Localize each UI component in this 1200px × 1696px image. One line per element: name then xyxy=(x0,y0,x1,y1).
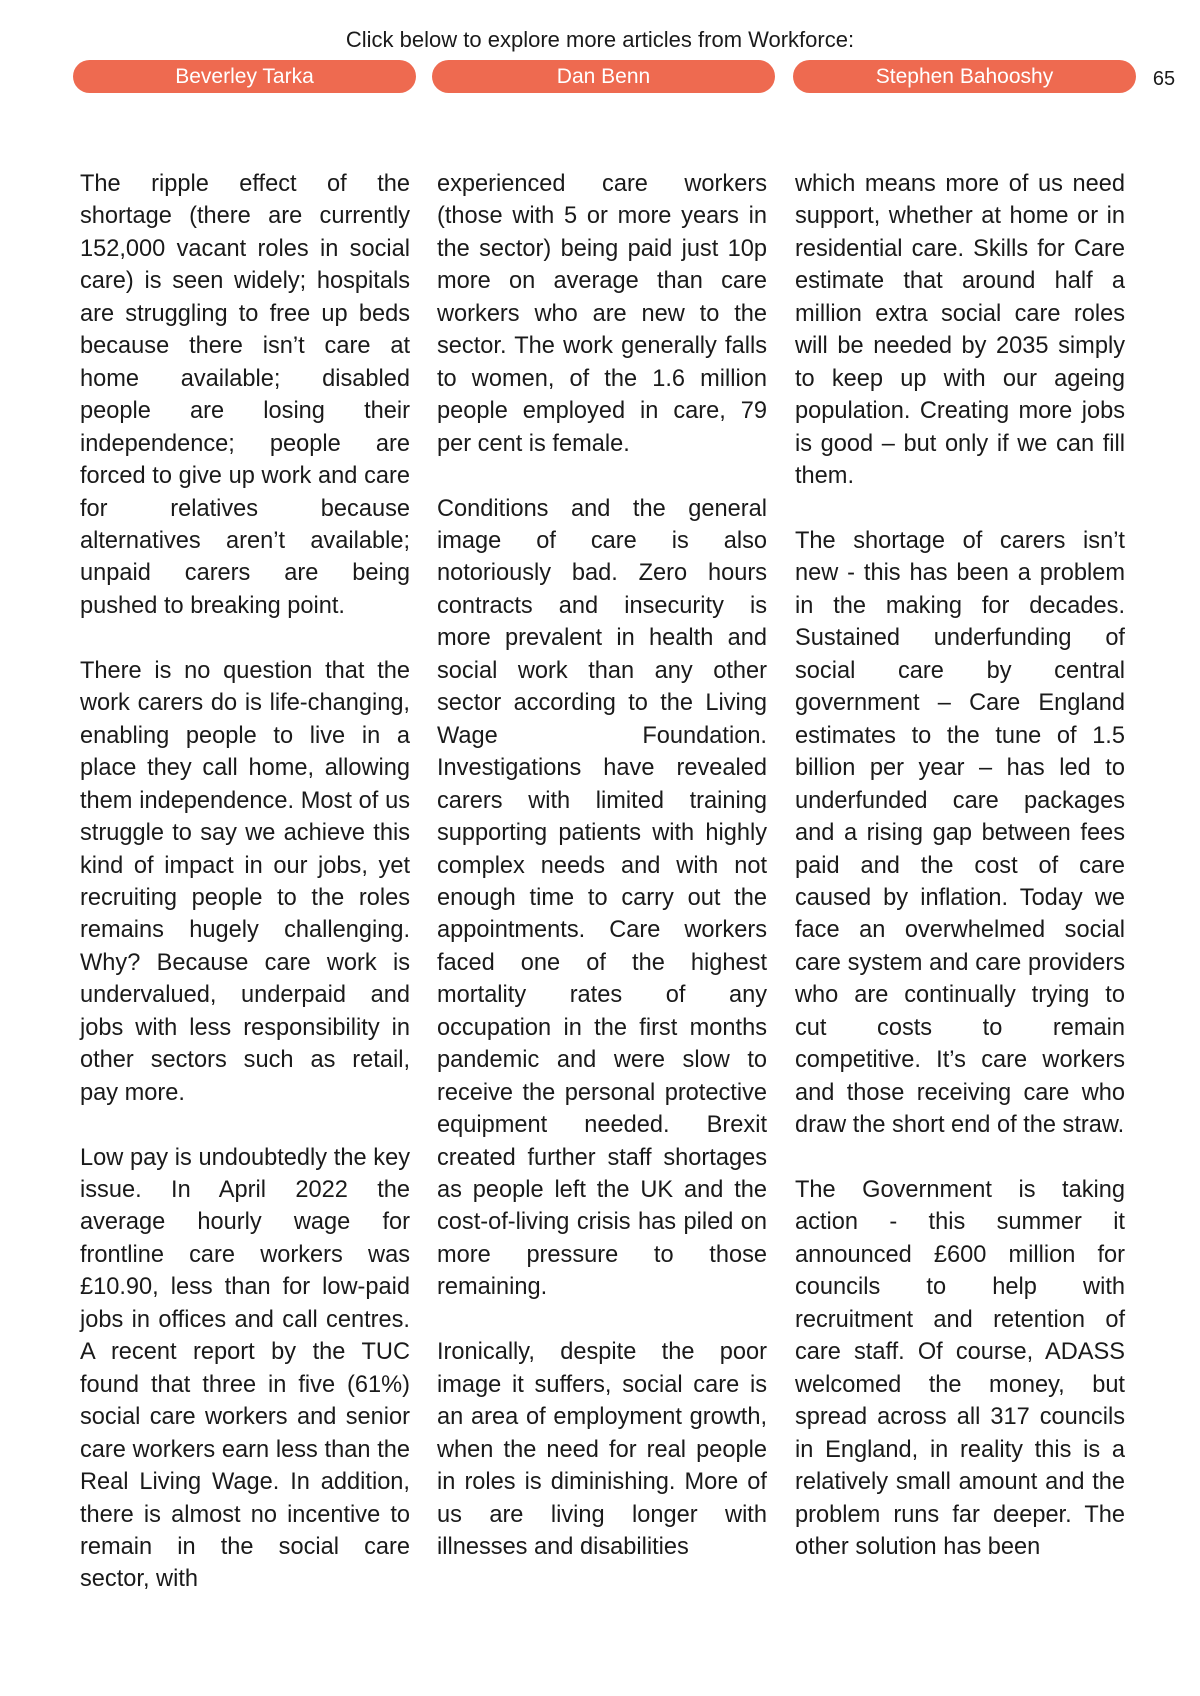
author-button-stephen-bahooshy[interactable]: Stephen Bahooshy xyxy=(793,60,1136,93)
author-article-links xyxy=(73,60,1136,93)
article-column-2 xyxy=(437,168,767,1563)
article-paragraph: Low pay is undoubtedly the key issue. In April 2022 the average hourly wage for frontline care workers was £10.90, less than for low-paid jobs in offices and call centres. A recent report by the TUC found that three in five (61%) social care workers and senior care workers earn less than the Real Living Wage. In addition, there is almost no incentive to remain in the social care sector, with xyxy=(80,1144,410,1593)
article-paragraph: The Government is taking action - this summer it announced £600 million for councils to help with recruitment and retention of care staff. Of course, ADASS welcomed the money, but spread across all 317 councils in England, in reality this is a relatively small amount and the problem runs far deeper. The other solution has been xyxy=(795,1177,1125,1560)
article-paragraph: Ironically, despite the poor image it suffers, social care is an area of employment growth, when the need for real people in roles is diminishing. More of us are living longer with illnesses and disabilities xyxy=(437,1339,767,1560)
author-button-dan-benn[interactable]: Dan Benn xyxy=(432,60,775,93)
article-column-1 xyxy=(80,168,410,1596)
article-paragraph: Conditions and the general image of care is also notoriously bad. Zero hours contracts and insecurity is more prevalent in health and social work than any other sector according to the Living Wage Foundation. Investigations have revealed carers with limited training supporting patients with highly complex needs and with not enough time to carry out the appointments. Care workers faced one of the highest mortality rates of any occupation in the first months pandemic and were slow to receive the personal protective equipment needed. Brexit created further staff shortages as people left the UK and the cost-of-living crisis has piled on more pressure to those remaining. xyxy=(437,495,767,1301)
author-button-beverley-tarka[interactable]: Beverley Tarka xyxy=(73,60,416,93)
article-paragraph: There is no question that the work carers do is life-changing, enabling people to live in a place they call home, allowing them independence. Most of us struggle to say we achieve this kind of impact in our jobs, yet recruiting people to the roles remains hugely challenging. Why? Because care work is undervalued, underpaid and jobs with less responsibility in other sectors such as retail, pay more. xyxy=(80,657,410,1106)
article-paragraph: which means more of us need support, whether at home or in residential care. Skills for Care estimate that around half a million extra social care roles will be needed by 2035 simply to keep up with our ageing population. Creating more jobs is good – but only if we can fill them. xyxy=(795,171,1125,490)
explore-articles-heading: Click below to explore more articles from Workforce: xyxy=(345,27,855,52)
article-paragraph: The ripple effect of the shortage (there are currently 152,000 vacant roles in social care) is seen widely; hospitals are struggling to free up beds because there isn’t care at home available; disabled people are losing their independence; people are forced to give up work and care for relatives because alternatives aren’t available; unpaid carers are being pushed to breaking point. xyxy=(80,171,410,619)
page-number: 65 xyxy=(1152,68,1176,90)
article-column-3 xyxy=(795,168,1125,1563)
article-paragraph: experienced care workers (those with 5 or more years in the sector) being paid just 10p more on average than care workers who are new to the sector. The work generally falls to women, of the 1.6 million people employed in care, 79 per cent is female. xyxy=(437,171,767,457)
article-paragraph: The shortage of carers isn’t new - this has been a problem in the making for decades. Sustained underfunding of social care by central government – Care England estimates to the tune of 1.5 billion per year – has led to underfunded care packages and a rising gap between fees paid and the cost of care caused by inflation. Today we face an overwhelmed social care system and care providers who are continually trying to cut costs to remain competitive. It’s care workers and those receiving care who draw the short end of the straw. xyxy=(795,527,1125,1139)
